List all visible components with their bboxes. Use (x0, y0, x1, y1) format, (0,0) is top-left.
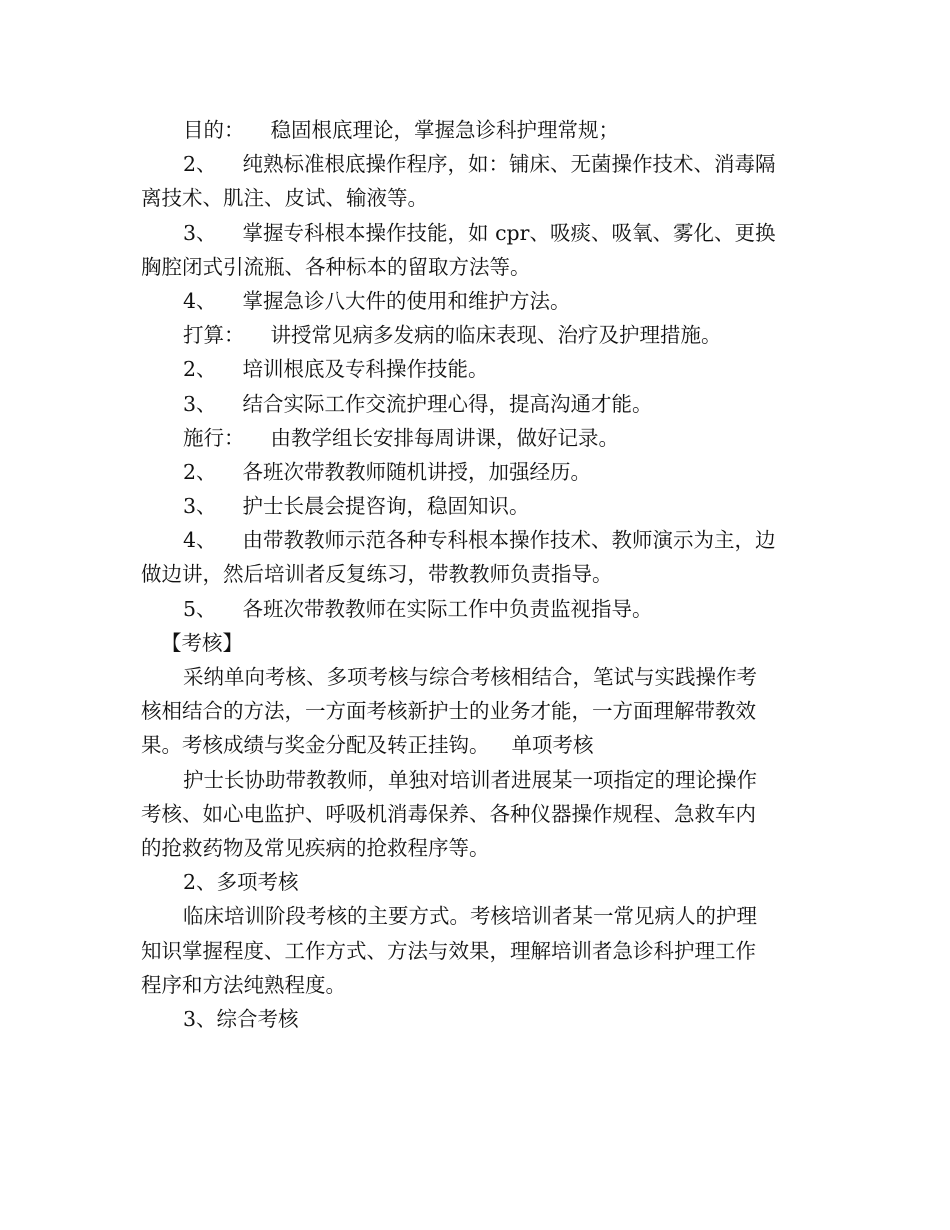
goal-item-3: 掌握专科根本操作技能，如 cpr、吸痰、吸氧、雾化、更换 (242, 220, 776, 245)
goal-item-2: 纯熟标准根底操作程序，如：铺床、无菌操作技术、消毒隔 (242, 152, 776, 177)
plan-label: 打算： (183, 323, 245, 348)
item-number: 3、 (183, 220, 217, 245)
multi-assessment-paragraph-line: 临床培训阶段考核的主要方式。考核培训者某一常见病人的护理 (183, 904, 757, 929)
assessment-section-heading: 【考核】 (161, 630, 243, 655)
implement-item-5: 各班次带教教师在实际工作中负责监视指导。 (242, 596, 653, 621)
implement-label: 施行： (183, 425, 245, 450)
implement-item-2-line (141, 455, 811, 489)
implement-item-4-line (141, 523, 811, 557)
implement-item-1: 由教学组长安排每周讲课，做好记录。 (270, 425, 619, 450)
plan-item-1: 讲授常见病多发病的临床表现、治疗及护理措施。 (270, 323, 722, 348)
single-assessment-heading: 单项考核 (511, 733, 594, 758)
plan-item-3-line (141, 387, 811, 421)
implement-item-5-line (141, 592, 811, 626)
goal-item-1: 稳固根底理论，掌握急诊科护理常规； (270, 118, 619, 142)
goal-item-3-continued: 胸腔闭式引流瓶、各种标本的留取方法等。 (141, 254, 531, 279)
item-number: 2、 (183, 152, 217, 177)
item-number: 3、 (183, 494, 217, 519)
implement-item-4: 由带教教师示范各种专科根本操作技术、教师演示为主，边 (242, 528, 776, 553)
goal-label: 目的： (183, 118, 245, 142)
single-assessment-paragraph-line: 的抢救药物及常见疾病的抢救程序等。 (141, 835, 490, 860)
item-number: 3、 (183, 391, 217, 416)
document-page (141, 113, 811, 1036)
assessment-paragraph-end: 果。考核成绩与奖金分配及转正挂钩。 (141, 733, 490, 758)
goal-item-2-continued: 离技术、肌注、皮试、输液等。 (141, 186, 428, 211)
implement-item-2: 各班次带教教师随机讲授，加强经历。 (242, 459, 592, 484)
implement-item-3-line (141, 489, 811, 523)
goal-item-2-line (141, 147, 811, 181)
plan-heading-line (141, 318, 811, 352)
plan-item-2-line (141, 352, 811, 386)
goal-item-4-line (141, 284, 811, 318)
multi-assessment-paragraph-line: 程序和方法纯熟程度。 (141, 972, 346, 997)
item-number: 2、 (183, 357, 217, 382)
item-number: 5、 (183, 596, 217, 621)
goal-heading-line (141, 113, 811, 147)
assessment-paragraph-line: 采纳单向考核、多项考核与综合考核相结合，笔试与实践操作考 (183, 665, 757, 689)
item-number: 2、 (183, 459, 217, 484)
assessment-paragraph-line (141, 728, 811, 762)
assessment-paragraph-line: 核相结合的方法，一方面考核新护士的业务才能，一方面理解带教效 (141, 699, 756, 724)
implement-item-4-continued: 做边讲，然后培训者反复练习，带教教师负责指导。 (141, 562, 613, 587)
single-assessment-paragraph-line: 护士长协助带教教师，单独对培训者进展某一项指定的理论操作 (183, 767, 757, 792)
implement-heading-line (141, 421, 811, 455)
multi-assessment-paragraph-line: 知识掌握程度、工作方式、方法与效果，理解培训者急诊科护理工作 (141, 938, 756, 963)
multi-assessment-heading: 2、多项考核 (183, 870, 299, 895)
plan-item-3: 结合实际工作交流护理心得，提高沟通才能。 (242, 391, 653, 416)
item-number: 4、 (183, 528, 217, 553)
single-assessment-paragraph-line: 考核、如心电监护、呼吸机消毒保养、各种仪器操作规程、急救车内 (141, 801, 756, 826)
comprehensive-assessment-heading: 3、综合考核 (183, 1006, 299, 1031)
goal-item-4: 掌握急诊八大件的使用和维护方法。 (242, 288, 571, 313)
plan-item-2: 培训根底及专科操作技能。 (242, 357, 489, 382)
implement-item-3: 护士长晨会提咨询，稳固知识。 (242, 494, 530, 519)
item-number: 4、 (183, 288, 217, 313)
goal-item-3-line (141, 216, 811, 250)
